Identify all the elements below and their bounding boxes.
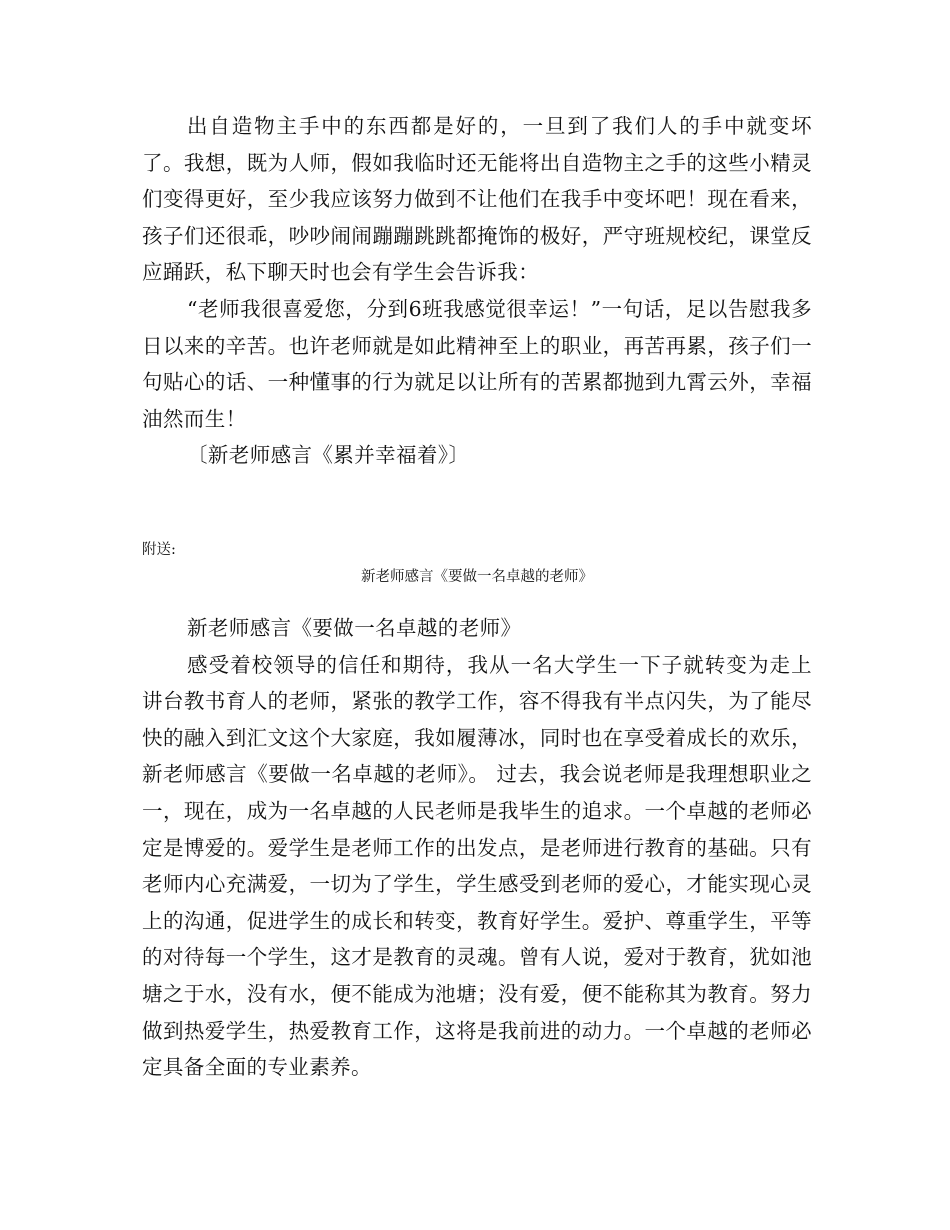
paragraph-2: “老师我很喜爱您，分到6班我感觉很幸运！”一句话，足以告慰我多日以来的辛苦。也许老师就是如此精神至上的职业，再苦再累，孩子们一句贴心的话、一种懂事的行为就足以让所有的苦累都抛到九霄云外，幸福油然而生！ — [142, 296, 812, 431]
appendix-title: 新老师感言《要做一名卓越的老师》 — [361, 569, 593, 585]
essay-caption: 〔新老师感言《累并幸福着》〕 — [187, 443, 470, 468]
paragraph-3: 感受着校领导的信任和期待，我从一名大学生一下子就转变为走上讲台教书育人的老师，紧张的教学工作，容不得我有半点闪失，为了能尽快的融入到汇文这个大家庭，我如履薄冰，同时也在享受着成长的欢乐，新老师感言《要做一名卓越的老师》。 过去，我会说老师是我理想职业之一，现在，成为一名卓越的人民老师是我毕生的追求。一个卓越的老师必定是博爱的。爱学生是老师工作的出发点，是老师进行教育的基础。只有老师内心充满爱，一切为了学生，学生感受到老师的爱心，才能实现心灵上的沟通，促进学生的成长和转变，教育好学生。爱护、尊重学生，平等的对待每一个学生，这才是教育的灵魂。曾有人说，爱对于教育，犹如池塘之于水，没有水，便不能成为池塘；没有爱，便不能称其为教育。努力做到热爱学生，热爱教育工作，这将是我前进的动力。一个卓越的老师必定具备全面的专业素养。 — [142, 652, 812, 1080]
paragraph-1: 出自造物主手中的东西都是好的，一旦到了我们人的手中就变坏了。我想，既为人师，假如我临时还无能将出自造物主之手的这些小精灵们变得更好，至少我应该努力做到不让他们在我手中变坏吧！现在看来，孩子们还很乖，吵吵闹闹蹦蹦跳跳都掩饰的极好，严守班规校纪，课堂反应踊跃，私下聊天时也会有学生会告诉我： — [142, 114, 812, 285]
essay-section-2 — [142, 610, 812, 1086]
section-heading: 新老师感言《要做一名卓越的老师》 — [187, 616, 522, 640]
appendix-label: 附送: — [142, 542, 176, 558]
essay-section-1 — [142, 108, 812, 474]
